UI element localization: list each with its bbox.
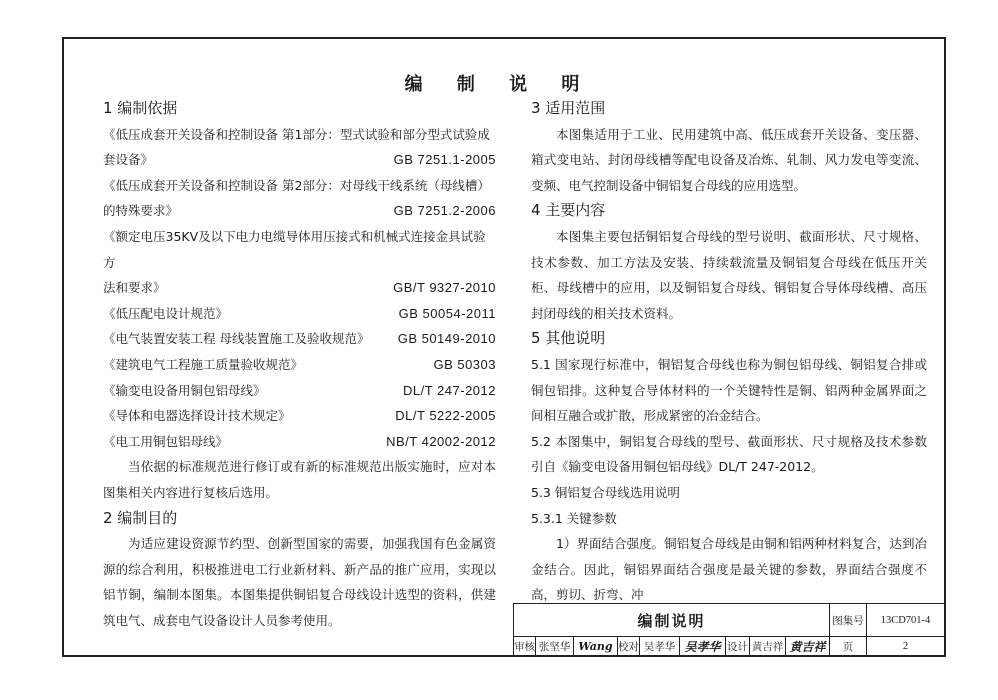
reference-item	[103, 403, 496, 429]
reference-name-cont: 法和要求》	[103, 280, 166, 296]
section-5-2-text: 5.2 本图集中，铜铝复合母线的型号、截面形状、尺寸规格及技术参数引自《输变电设备用铜包铝母线》DL/T 247-2012。	[531, 433, 927, 475]
section-5-heading: 5 其他说明	[531, 329, 606, 348]
title-block	[513, 603, 946, 657]
section-5-3-heading: 5.3 铜铝复合母线选用说明	[531, 484, 680, 500]
reference-code: GB/T 9327-2010	[393, 280, 496, 296]
section-4-heading: 4 主要内容	[531, 201, 606, 220]
section-2-text: 为适应建设资源节约型、创新型国家的需要，加强我国有色金属资源的综合利用，积极推进电工行业新材料、新产品的推广应用，实现以铝节铜，编制本图集。本图集提供铜铝复合母线设计选型的资料，供建筑电气、成套电气设备设计人员参考使用。	[103, 536, 496, 628]
reference-item	[103, 122, 496, 173]
reviewer-name: 张坚华	[536, 637, 574, 657]
reference-item	[103, 326, 496, 352]
review-label: 审核	[514, 637, 536, 657]
reference-name: 《建筑电气工程施工质量验收规范》	[103, 356, 304, 372]
reference-item	[103, 429, 496, 455]
section-5-3-1-heading: 5.3.1 关键参数	[531, 510, 617, 526]
atlas-number: 13CD701-4	[867, 604, 945, 637]
reference-name: 《导体和电器选择设计技术规定》	[103, 408, 291, 424]
section-3-text: 本图集适用于工业、民用建筑中高、低压成套开关设备、变压器、箱式变电站、封闭母线槽等配电设备及冶炼、轧制、风力发电等变流、变频、电气控制设备中铜铝复合母线的应用选型。	[531, 126, 927, 193]
section-1-heading: 1 编制依据	[103, 99, 178, 117]
reference-code: GB 7251.2-2006	[393, 203, 496, 219]
reference-item	[103, 301, 496, 327]
page-label: 页	[830, 637, 867, 657]
checker-signature: 吴孝华	[680, 637, 726, 657]
atlas-number-label: 图集号	[830, 604, 867, 637]
reference-name-cont: 的特殊要求》	[103, 203, 179, 219]
design-label: 设计	[726, 637, 750, 657]
reference-name: 《低压成套开关设备和控制设备 第1部分：型式试验和部分型式试验成	[103, 126, 490, 142]
page-number: 2	[867, 637, 945, 657]
reference-code: GB 7251.1-2005	[393, 152, 496, 168]
reference-code: DL/T 5222-2005	[395, 408, 496, 424]
reference-name: 《额定电压35KV及以下电力电缆导体用压接式和机械式连接金具试验方	[103, 228, 486, 270]
section-5-1-text: 5.1 国家现行标准中，铜铝复合母线也称为铜包铝母线、铜铝复合排或铜包铝排。这种复合导体材料的一个关键特性是铜、铝两种金属界面之间相互融合或扩散，形成紧密的冶金结合。	[531, 356, 927, 424]
reference-name: 《低压成套开关设备和控制设备 第2部分：对母线干线系统（母线槽）	[103, 177, 490, 193]
reference-name: 《低压配电设计规范》	[103, 305, 229, 321]
section-4-text: 本图集主要包括铜铝复合母线的型号说明、截面形状、尺寸规格、技术参数、加工方法及安装、持续载流量及铜铝复合母线在低压开关柜、母线槽中的应用，以及铜铝复合母线、铜铝复合导体母线槽、高压封闭母线的相关技术资料。	[531, 228, 927, 321]
section-5-3-1-text: 1）界面结合强度。铜铝复合母线是由铜和铝两种材料复合，达到冶金结合。因此，铜铝界面结合强度是最关键的参数，界面结合强度不高，剪切、折弯、冲	[531, 536, 927, 603]
reference-code: GB 50054-2011	[398, 305, 496, 321]
left-column	[103, 96, 496, 633]
checker-name: 吴孝华	[640, 637, 680, 657]
page-title: 编 制 说 明	[404, 74, 594, 95]
section-3-heading: 3 适用范围	[531, 99, 606, 117]
reference-name: 《电工用铜包铝母线》	[103, 433, 229, 449]
reference-item	[103, 173, 496, 224]
section-2-heading: 2 编制目的	[103, 508, 178, 527]
reviewer-signature: Wang	[574, 637, 618, 657]
reference-code: GB 50303	[433, 356, 496, 372]
reference-name-cont: 套设备》	[103, 152, 154, 168]
drawing-title: 编制说明	[514, 604, 830, 637]
reference-item	[103, 224, 496, 301]
designer-name: 黄吉祥	[750, 637, 786, 657]
reference-name: 《输变电设备用铜包铝母线》	[103, 382, 266, 398]
check-label: 校对	[618, 637, 640, 657]
reference-item	[103, 378, 496, 404]
reference-code: NB/T 42002-2012	[386, 433, 496, 449]
reference-code: DL/T 247-2012	[403, 382, 496, 398]
right-column	[531, 96, 927, 608]
reference-item	[103, 352, 496, 378]
reference-name: 《电气装置安装工程 母线装置施工及验收规范》	[103, 331, 370, 347]
section-1-note: 当依据的标准规范进行修订或有新的标准规范出版实施时，应对本图集相关内容进行复核后选用。	[103, 459, 496, 500]
designer-signature: 黄吉祥	[786, 637, 830, 657]
reference-code: GB 50149-2010	[397, 331, 496, 347]
